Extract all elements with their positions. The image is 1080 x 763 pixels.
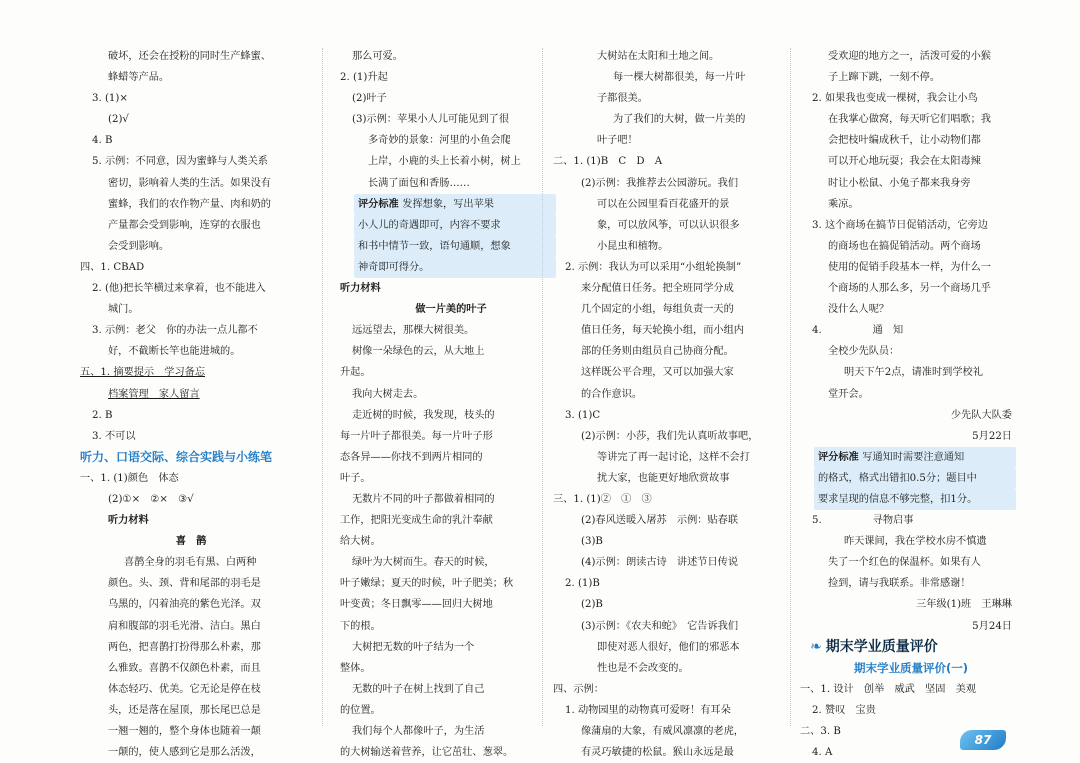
answer-line: 昨天课间，我在学校水房不慎遗 xyxy=(844,536,987,548)
answer-line: 子上蹿下跳，一刻不停。 xyxy=(828,72,941,84)
scoring-criteria-line: 要求呈现的信息不够完整，扣1分。 xyxy=(814,489,1016,510)
answer-line: 一翘一翘的，整个身体也随着一颠 xyxy=(108,726,261,737)
passage-title: 喜 鹊 xyxy=(175,536,207,548)
answer-line: 等讲完了再一起讨论，这样不会打 xyxy=(597,451,750,463)
answer-line: 每一棵大树都很美，每一片叶 xyxy=(613,72,746,84)
answer-line: 下的根。 xyxy=(340,620,381,632)
answer-line: 走近树的时候，我发现，枝头的 xyxy=(352,409,495,421)
answer-line: 颜色。头、颈、背和尾部的羽毛是 xyxy=(108,578,261,590)
answer-line: 可以开心地玩耍；我会在太阳毒辣 xyxy=(828,156,981,168)
signature-line: 5月24日 xyxy=(972,620,1012,632)
answer-line: 3. 不可以 xyxy=(92,430,136,442)
answer-column-2 xyxy=(340,46,562,759)
scoring-criteria-text: 写通知时需要注意通知 xyxy=(862,451,965,463)
answer-line: (2)示例：我推荐去公园游玩。我们 xyxy=(581,177,739,189)
answer-line: 两色，把喜鹊打扮得那么朴素，那 xyxy=(108,641,261,653)
answer-line: 上岸，小鹿的头上长着小树，树上 xyxy=(368,156,521,168)
scoring-criteria-tag: 评分标准 xyxy=(358,198,399,210)
answer-line: 档案管理 家人留言 xyxy=(108,388,200,400)
answer-line: 即使对恶人很好，他们的邪恶本 xyxy=(597,641,740,653)
scoring-criteria-line: 神奇即可得分。 xyxy=(354,257,556,278)
scoring-criteria-line: 和书中情节一致，语句通顺，想象 xyxy=(354,236,556,257)
answer-line: 叶子嫩绿；夏天的时候，叶子肥美；秋 xyxy=(340,578,514,590)
answer-line: 会把枝叶编成秋千，让小动物们都 xyxy=(828,135,981,147)
answer-line: 乘凉。 xyxy=(828,198,859,210)
scoring-criteria-line xyxy=(354,194,556,215)
answer-line: 肩和腹部的羽毛光滑、洁白。黑白 xyxy=(108,620,261,632)
answer-line: 工作，把阳光变成生命的乳汁奉献 xyxy=(340,515,493,527)
answer-line: 3. 这个商场在搞节日促销活动，它旁边 xyxy=(812,219,988,231)
exam-banner-title: 期末学业质量评价 xyxy=(825,638,938,655)
answer-line: 树像一朵绿色的云，从大地上 xyxy=(352,346,485,358)
column-divider xyxy=(322,48,323,726)
answer-line: 叶变黄；冬日飘零——回归大树地 xyxy=(340,599,493,611)
answer-line: 个商场的人那么多，另一个商场几乎 xyxy=(828,283,991,295)
answer-line: 来分配值日任务。把全班同学分成 xyxy=(581,283,734,295)
answer-line: (3)示例：苹果小人儿可能见到了很 xyxy=(352,114,510,126)
answer-line: 象，可以放风筝，可以认识很多 xyxy=(597,219,740,231)
answer-line: 么雅致。喜鹊不仅颜色朴素，而且 xyxy=(108,662,261,674)
answer-line: 全校少先队员： xyxy=(828,346,900,358)
answer-line: 大树把无数的叶子结为一个 xyxy=(352,641,475,653)
answer-line: 我们每个人都像叶子，为生活 xyxy=(352,726,485,737)
answer-line: 二、3. B xyxy=(800,726,841,737)
answer-line: 城门。 xyxy=(108,304,139,316)
answer-line: 有灵巧敏捷的松鼠。猴山永远是最 xyxy=(581,747,734,759)
answer-line: 一、1. (1)颜色 体态 xyxy=(80,472,179,484)
answer-line: 的位置。 xyxy=(340,704,381,716)
answer-line: 2. 如果我也变成一棵树，我会让小鸟 xyxy=(812,93,978,105)
scoring-criteria-line: 的格式，格式出错扣0.5分；题目中 xyxy=(814,468,1016,489)
answer-line: 密切，影响着人类的生活。如果没有 xyxy=(108,177,271,189)
signature-line: 少先队大队委 xyxy=(950,409,1012,421)
listening-material-label: 听力材料 xyxy=(340,283,381,295)
answer-line: 小昆虫和植物。 xyxy=(597,240,669,252)
answer-line: 5. 示例：不同意，因为蜜蜂与人类关系 xyxy=(92,156,268,168)
answer-line: 态各异——你找不到两片相同的 xyxy=(340,451,483,463)
answer-line: 的大树输送着营养，让它茁壮、葱翠。 xyxy=(340,747,514,759)
answer-line: 好，不截断长竿也能进城的。 xyxy=(108,346,241,358)
answer-column-1 xyxy=(80,46,302,759)
answer-line: 3. (1)C xyxy=(565,409,601,421)
answer-line: 失了一个红色的保温杯。如果有人 xyxy=(828,557,981,569)
answer-line: 叶子。 xyxy=(340,472,371,484)
answer-line: (2)B xyxy=(581,599,603,611)
answer-line: 三、1. (1)② ① ③ xyxy=(553,493,652,505)
answer-line: 产量都会受到影响，连穿的衣服也 xyxy=(108,219,261,231)
answer-line: 四、1. CBAD xyxy=(80,261,145,273)
answer-line: 3. (1)× xyxy=(92,93,128,105)
answer-line: 给大树。 xyxy=(340,536,381,548)
column-divider xyxy=(790,48,791,726)
answer-line: 的商场也在搞促销活动。两个商场 xyxy=(828,240,981,252)
answer-line: 性也是不会改变的。 xyxy=(597,662,689,674)
signature-line: 5月22日 xyxy=(972,430,1012,442)
answer-line: (3)示例：《农夫和蛇》 它告诉我们 xyxy=(581,620,739,632)
passage-title: 做一片美的叶子 xyxy=(415,304,487,316)
answer-line: 2. 示例：我认为可以采用“小组轮换制” xyxy=(565,261,742,273)
answer-column-3 xyxy=(553,46,783,759)
answer-line: 在我掌心做窝，每天听它们唱歌；我 xyxy=(828,114,991,126)
scoring-criteria-tag: 评分标准 xyxy=(818,451,859,463)
answer-line: 4. 通 知 xyxy=(812,325,904,337)
answer-line: 时让小松鼠、小兔子都来我身旁 xyxy=(828,177,971,189)
answer-line: 堂开会。 xyxy=(828,388,869,400)
answer-line: 可以在公园里看百花盛开的景 xyxy=(597,198,730,210)
answer-line: 长满了面包和香肠…… xyxy=(368,177,470,189)
answer-line: 值日任务，每天轮换小组，而小组内 xyxy=(581,325,744,337)
answer-line: 几个固定的小组，每组负责一天的 xyxy=(581,304,734,316)
answer-line: 5. 寻物启事 xyxy=(812,515,914,527)
answer-line: 无数的叶子在树上找到了自己 xyxy=(352,683,485,695)
answer-line: 绿叶为大树而生。春天的时候， xyxy=(352,557,495,569)
answer-line: 2. (他)把长竿横过来拿着，也不能进入 xyxy=(92,283,266,295)
listening-material-label: 听力材料 xyxy=(108,515,149,527)
answer-line: 远远望去，那棵大树很美。 xyxy=(352,325,475,337)
answer-line: 那么可爱。 xyxy=(352,51,403,62)
answer-line: (2)√ xyxy=(108,114,129,126)
answer-line: 升起。 xyxy=(340,367,371,379)
answer-line: (2)叶子 xyxy=(352,93,387,105)
section-title: 听力、口语交际、综合实践与小练笔 xyxy=(80,449,273,464)
signature-line: 三年级(1)班 王琳琳 xyxy=(916,599,1012,611)
answer-line: 像蒲扇的大象，有威风凛凛的老虎， xyxy=(581,726,744,737)
answer-line: 无数片不同的叶子都做着相同的 xyxy=(352,493,495,505)
answer-line: 每一片叶子都很美。每一片叶子形 xyxy=(340,430,493,442)
answer-line: 喜鹊全身的羽毛有黑、白两种 xyxy=(124,557,257,569)
exam-banner xyxy=(800,637,1022,658)
answer-line: 整体。 xyxy=(340,662,371,674)
answer-line: 蜂蜡等产品。 xyxy=(108,72,170,84)
answer-line: 破坏，还会在授粉的同时生产蜂蜜、 xyxy=(108,51,271,62)
answer-line: 部的任务则由组员自己协商分配。 xyxy=(581,346,734,358)
answer-line: 大树站在太阳和土地之间。 xyxy=(597,51,720,62)
answer-line: 乌黑的，闪着油亮的紫色光泽。双 xyxy=(108,599,261,611)
answer-line: 体态轻巧、优美。它无论是停在枝 xyxy=(108,683,261,695)
exam-subtitle: 期末学业质量评价(一) xyxy=(853,660,968,675)
answer-line: 明天下午2点，请准时到学校礼 xyxy=(844,367,983,379)
answer-line: 子都很美。 xyxy=(597,93,648,105)
answer-line: 会受到影响。 xyxy=(108,240,170,252)
answer-line: 4. A xyxy=(812,747,833,759)
answer-line: (2)春风送暖入屠苏 示例：贴春联 xyxy=(581,515,739,527)
answer-line: (3)B xyxy=(581,536,603,548)
answer-line: 这样既公平合理，又可以加强大家 xyxy=(581,367,734,379)
scoring-criteria-line: 小人儿的奇遇即可，内容不要求 xyxy=(354,215,556,236)
answer-line: (2)示例：小莎，我们先认真听故事吧， xyxy=(581,430,759,442)
answer-line: 的合作意识。 xyxy=(581,388,643,400)
leaf-icon: ❧ xyxy=(810,638,822,655)
answer-line: 我向大树走去。 xyxy=(352,388,424,400)
scoring-criteria-line xyxy=(814,447,1016,468)
answer-line: 五、1. 摘要提示 学习备忘 xyxy=(80,367,206,379)
answer-line: 没什么人呢？ xyxy=(828,304,890,316)
answer-line: 叶子吧！ xyxy=(597,135,638,147)
answer-line: 多奇妙的景象：河里的小鱼会爬 xyxy=(368,135,511,147)
answer-line: 2. 赞叹 宝贵 xyxy=(812,704,876,716)
answer-line: 捡到，请与我联系。非常感谢！ xyxy=(828,578,971,590)
scoring-criteria-text: 发挥想象，写出苹果 xyxy=(402,198,494,210)
answer-line: 使用的促销手段基本一样，为什么一 xyxy=(828,261,991,273)
answer-line: 2. (1)升起 xyxy=(340,72,388,84)
answer-line: 1. 动物园里的动物真可爱呀！有耳朵 xyxy=(565,704,731,716)
answer-line: 受欢迎的地方之一，活泼可爱的小猴 xyxy=(828,51,991,62)
answer-line: 蜜蜂，我们的农作物产量、肉和奶的 xyxy=(108,198,271,210)
answer-line: 2. (1)B xyxy=(565,578,600,590)
answer-line: 为了我们的大树，做一片美的 xyxy=(613,114,746,126)
answer-line: 2. B xyxy=(92,409,113,421)
answer-line: 扰大家，也能更好地欣赏故事 xyxy=(597,472,730,484)
answer-line: 二、1. (1)B C D A xyxy=(553,156,663,168)
answer-line: 一、1. 设计 创举 威武 坚固 美观 xyxy=(800,683,976,695)
answer-line: 4. B xyxy=(92,135,113,147)
column-divider xyxy=(542,48,543,726)
answer-line: 3. 示例：老父 你的办法一点儿都不 xyxy=(92,325,258,337)
answer-line: (4)示例：朗读古诗 讲述节日传说 xyxy=(581,557,739,569)
answer-line: 头，还是落在屋顶，那长尾巴总是 xyxy=(108,704,261,716)
answer-line: (2)①× ②× ③√ xyxy=(108,493,194,505)
answer-line: 一颠的，使人感到它是那么活泼， xyxy=(108,747,261,759)
page-number: 87 xyxy=(960,730,1006,750)
answer-line: 四、示例： xyxy=(553,683,604,695)
